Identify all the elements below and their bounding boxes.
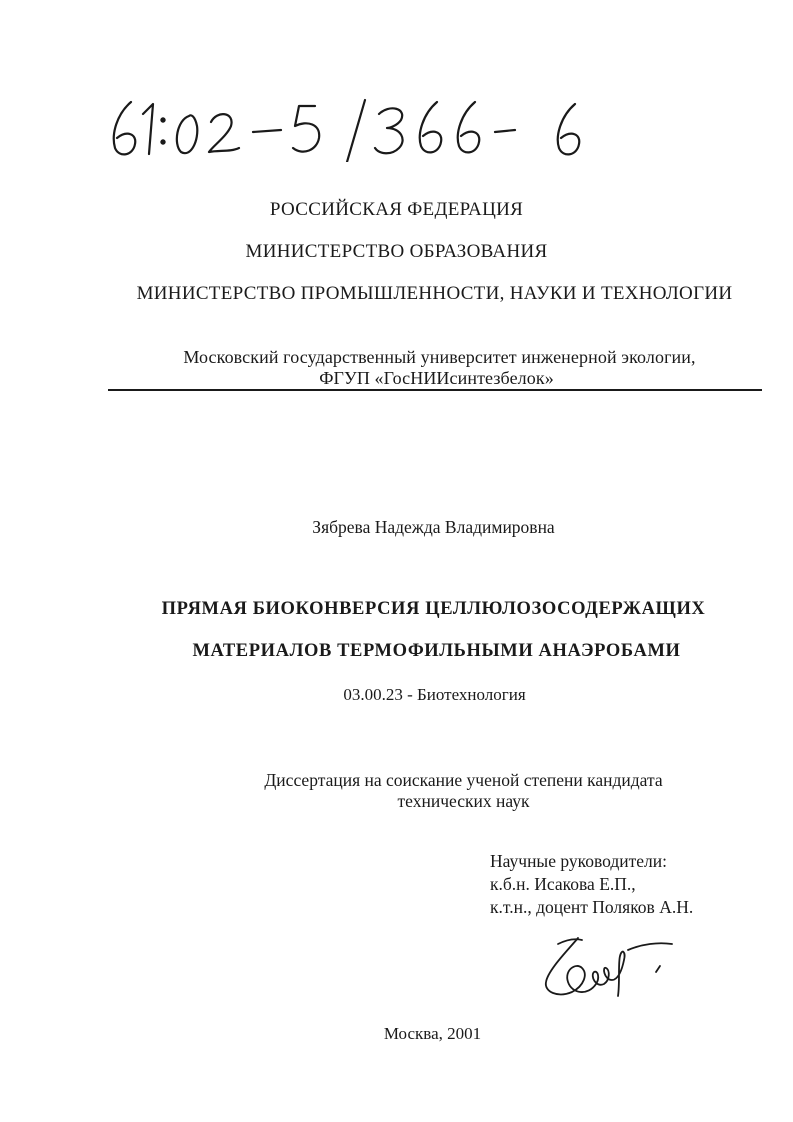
country-heading: РОССИЙСКАЯ ФЕДЕРАЦИЯ (269, 199, 524, 220)
ministry-industry-heading: МИНИСТЕРСТВО ПРОМЫШЛЕННОСТИ, НАУКИ И ТЕХНОЛОГИИ (136, 283, 733, 304)
place-and-year: Москва, 2001 (383, 1024, 482, 1043)
specialty-code: 03.00.23 - Биотехнология (343, 685, 526, 704)
supervisors-label: Научные руководители: (490, 851, 667, 871)
enterprise-name: ФГУП «ГосНИИсинтезбелок» (319, 368, 554, 388)
degree-statement-line-1: Диссертация на соискание ученой степени кандидата (264, 770, 663, 790)
supervisors-block (490, 850, 693, 919)
supervisor-2: к.т.н., доцент Поляков А.Н. (490, 897, 694, 917)
ministry-education-heading: МИНИСТЕРСТВО ОБРАЗОВАНИЯ (245, 241, 548, 262)
thesis-title-line-2: МАТЕРИАЛОВ ТЕРМОФИЛЬНЫМИ АНАЭРОБАМИ (192, 641, 681, 661)
university-name: Московский государственный университет инженерной экологии, (183, 347, 696, 367)
thesis-title-line-1: ПРЯМАЯ БИОКОНВЕРСИЯ ЦЕЛЛЮЛОЗОСОДЕРЖАЩИХ (161, 599, 706, 619)
author-name: Зябрева Надежда Владимировна (312, 517, 555, 537)
handwritten-signature (538, 930, 678, 1010)
header-divider (108, 389, 762, 391)
handwritten-archive-number (103, 92, 593, 162)
degree-statement-line-2: технических наук (397, 791, 530, 811)
supervisor-1: к.б.н. Исакова Е.П., (490, 874, 636, 894)
